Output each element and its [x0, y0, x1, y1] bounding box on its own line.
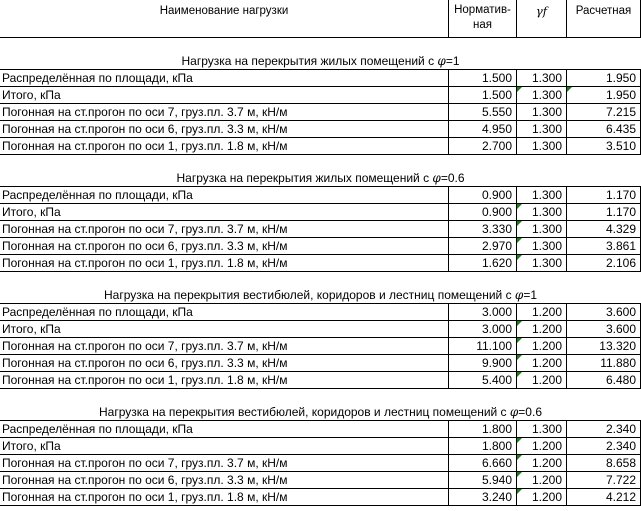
calc-cell[interactable]: 7.722 [567, 472, 641, 489]
norm-cell[interactable]: 3.000 [449, 304, 517, 321]
name-cell[interactable]: Итого, кПа [0, 87, 449, 104]
phi-symbol: φ [509, 405, 519, 419]
phi-value: =1 [523, 288, 537, 302]
norm-cell[interactable]: 3.240 [449, 489, 517, 506]
gamma-cell[interactable]: 1.300 [517, 104, 567, 121]
norm-cell[interactable]: 1.800 [449, 438, 517, 455]
gamma-cell[interactable]: 1.200 [517, 455, 567, 472]
name-cell[interactable]: Погонная на ст.прогон по оси 1, груз.пл. 1.8 м, кН/м [0, 489, 449, 506]
norm-cell[interactable]: 2.700 [449, 138, 517, 155]
name-cell[interactable]: Погонная на ст.прогон по оси 6, груз.пл. 3.3 м, кН/м [0, 472, 449, 489]
calc-cell[interactable]: 4.329 [567, 221, 641, 238]
phi-symbol: φ [437, 54, 446, 68]
calc-cell[interactable]: 2.340 [567, 421, 641, 438]
header-gamma-cell[interactable] [517, 0, 567, 38]
gamma-cell[interactable]: 1.300 [517, 204, 567, 221]
gamma-cell[interactable]: 1.300 [517, 187, 567, 204]
table-row [0, 304, 641, 321]
name-cell[interactable]: Распределённая по площади, кПа [0, 421, 449, 438]
table-row [0, 321, 641, 338]
name-cell[interactable]: Распределённая по площади, кПа [0, 70, 449, 87]
norm-cell[interactable]: 5.550 [449, 104, 517, 121]
gamma-cell[interactable]: 1.300 [517, 138, 567, 155]
group-title-text: Нагрузка на перекрытия жилых помещений с [176, 171, 433, 185]
calc-cell[interactable]: 3.600 [567, 321, 641, 338]
phi-symbol: φ [432, 171, 441, 185]
norm-cell[interactable]: 1.620 [449, 255, 517, 272]
phi-value: =0.6 [440, 171, 465, 185]
norm-cell[interactable]: 1.500 [449, 70, 517, 87]
name-cell[interactable]: Погонная на ст.прогон по оси 6, груз.пл. 3.3 м, кН/м [0, 238, 449, 255]
gamma-cell[interactable]: 1.300 [517, 121, 567, 138]
gamma-cell[interactable]: 1.300 [517, 221, 567, 238]
name-cell[interactable]: Погонная на ст.прогон по оси 7, груз.пл. 3.7 м, кН/м [0, 455, 449, 472]
name-cell[interactable]: Погонная на ст.прогон по оси 7, груз.пл. 3.7 м, кН/м [0, 104, 449, 121]
norm-cell[interactable]: 0.900 [449, 187, 517, 204]
table-row [0, 187, 641, 204]
calc-cell[interactable]: 2.106 [567, 255, 641, 272]
gamma-cell[interactable]: 1.200 [517, 355, 567, 372]
name-cell[interactable]: Погонная на ст.прогон по оси 7, груз.пл. 3.7 м, кН/м [0, 221, 449, 238]
calc-cell[interactable]: 1.170 [567, 204, 641, 221]
norm-cell[interactable]: 2.970 [449, 238, 517, 255]
group-title-text: Нагрузка на перекрытия вестибюлей, коридоров и лестниц помещений с [98, 405, 510, 419]
norm-cell[interactable]: 9.900 [449, 355, 517, 372]
norm-cell[interactable]: 6.660 [449, 455, 517, 472]
gamma-cell[interactable]: 1.300 [517, 87, 567, 104]
group-title[interactable] [0, 272, 641, 304]
header-norm-cell[interactable] [449, 0, 517, 38]
group-title-text: Нагрузка на перекрытия вестибюлей, коридоров и лестниц помещений с [104, 288, 515, 302]
norm-cell[interactable]: 1.500 [449, 87, 517, 104]
table-row [0, 338, 641, 355]
calc-cell[interactable]: 3.510 [567, 138, 641, 155]
gamma-cell[interactable]: 1.200 [517, 372, 567, 389]
table-row [0, 372, 641, 389]
group-title-text: Нагрузка на перекрытия жилых помещений с [181, 54, 438, 68]
calc-cell[interactable]: 8.658 [567, 455, 641, 472]
header-calc: Расчетная [575, 5, 632, 17]
table-row [0, 421, 641, 438]
gamma-cell[interactable]: 1.200 [517, 489, 567, 506]
group-title[interactable] [0, 38, 641, 70]
calc-cell[interactable]: 1.950 [567, 87, 641, 104]
calc-cell[interactable]: 13.320 [567, 338, 641, 355]
table-row [0, 489, 641, 506]
calc-cell[interactable]: 6.435 [567, 121, 641, 138]
calc-cell[interactable]: 3.861 [567, 238, 641, 255]
calc-cell[interactable]: 1.170 [567, 187, 641, 204]
group-title[interactable] [0, 389, 641, 421]
table-row [0, 138, 641, 155]
name-cell[interactable]: Распределённая по площади, кПа [0, 187, 449, 204]
header-norm-line2: ная [473, 19, 492, 31]
header-calc-cell[interactable] [567, 0, 641, 38]
name-cell[interactable]: Итого, кПа [0, 438, 449, 455]
group-title[interactable] [0, 155, 641, 187]
table-row [0, 472, 641, 489]
table-row [0, 87, 641, 104]
calc-cell[interactable]: 11.880 [567, 355, 641, 372]
table-row [0, 104, 641, 121]
calc-cell[interactable]: 4.212 [567, 489, 641, 506]
table-row [0, 455, 641, 472]
calc-cell[interactable]: 6.480 [567, 372, 641, 389]
table-row [0, 238, 641, 255]
table-row [0, 438, 641, 455]
table-row [0, 204, 641, 221]
gamma-cell[interactable]: 1.200 [517, 472, 567, 489]
gamma-cell[interactable]: 1.200 [517, 338, 567, 355]
phi-value: =1 [445, 54, 460, 68]
norm-cell[interactable]: 5.400 [449, 372, 517, 389]
norm-cell[interactable]: 4.950 [449, 121, 517, 138]
norm-cell[interactable]: 5.940 [449, 472, 517, 489]
table-header [0, 0, 641, 38]
name-cell[interactable]: Погонная на ст.прогон по оси 1, груз.пл. 1.8 м, кН/м [0, 372, 449, 389]
gamma-cell[interactable]: 1.300 [517, 238, 567, 255]
table-row [0, 121, 641, 138]
calc-cell[interactable]: 2.340 [567, 438, 641, 455]
name-cell[interactable]: Погонная на ст.прогон по оси 7, груз.пл. 3.7 м, кН/м [0, 338, 449, 355]
table-row [0, 70, 641, 87]
gamma-cell[interactable]: 1.200 [517, 304, 567, 321]
table-row [0, 221, 641, 238]
name-cell[interactable]: Погонная на ст.прогон по оси 6, груз.пл. 3.3 м, кН/м [0, 355, 449, 372]
name-cell[interactable]: Итого, кПа [0, 204, 449, 221]
phi-symbol: φ [514, 288, 524, 302]
header-gamma: γf [535, 4, 548, 18]
gamma-cell[interactable]: 1.300 [517, 421, 567, 438]
name-cell[interactable]: Распределённая по площади, кПа [0, 304, 449, 321]
calc-cell[interactable]: 1.950 [567, 70, 641, 87]
gamma-cell[interactable]: 1.200 [517, 321, 567, 338]
table-row [0, 355, 641, 372]
name-cell[interactable]: Погонная на ст.прогон по оси 1, груз.пл. 1.8 м, кН/м [0, 255, 449, 272]
name-cell[interactable]: Итого, кПа [0, 321, 449, 338]
calc-cell[interactable]: 7.215 [567, 104, 641, 121]
norm-cell[interactable]: 3.330 [449, 221, 517, 238]
name-cell[interactable]: Погонная на ст.прогон по оси 1, груз.пл. 1.8 м, кН/м [0, 138, 449, 155]
gamma-cell[interactable]: 1.300 [517, 70, 567, 87]
norm-cell[interactable]: 1.800 [449, 421, 517, 438]
gamma-cell[interactable]: 1.300 [517, 255, 567, 272]
header-name: Наименование нагрузки [159, 5, 289, 17]
table-row [0, 255, 641, 272]
norm-cell[interactable]: 11.100 [449, 338, 517, 355]
phi-value: =0.6 [518, 405, 542, 419]
norm-cell[interactable]: 3.000 [449, 321, 517, 338]
calc-cell[interactable]: 3.600 [567, 304, 641, 321]
header-name-cell[interactable] [0, 0, 449, 38]
norm-cell[interactable]: 0.900 [449, 204, 517, 221]
header-norm-line1: Норматив- [454, 4, 511, 16]
name-cell[interactable]: Погонная на ст.прогон по оси 6, груз.пл. 3.3 м, кН/м [0, 121, 449, 138]
gamma-cell[interactable]: 1.200 [517, 438, 567, 455]
